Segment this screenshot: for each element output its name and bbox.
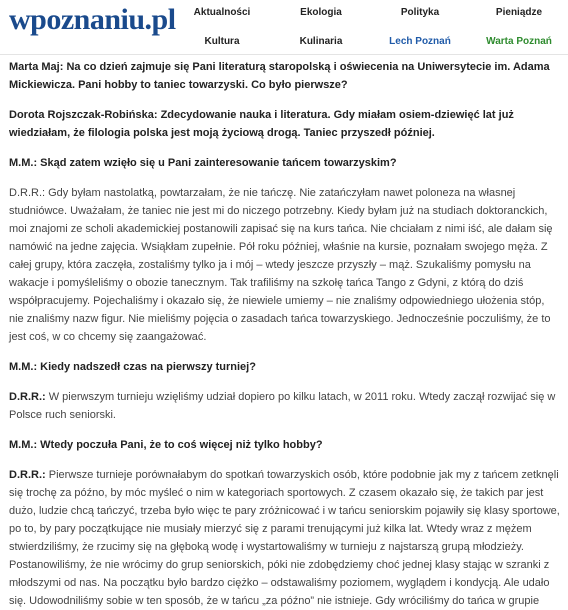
site-header [0, 0, 568, 55]
site-logo[interactable]: wpoznaniu.pl [9, 3, 176, 36]
answer-2 [9, 388, 561, 424]
answer-2-speaker: D.R.R.: [9, 391, 46, 403]
intro-question: Marta Maj: Na co dzień zajmuje się Pani literaturą staropolską i oświecenia na Uniwersytecie im. Adama Mickiewicza. Pani hobby to taniec towarzyski. Co było pierwsze? [9, 61, 550, 91]
article-body [0, 58, 568, 610]
answer-3-text: Pierwsze turnieje porównałabym do spotkań towarzyskich osób, które podobnie jak my z tańcem zetknęli się trochę za późno, by móc myśleć o nim w kategoriach sportowych. Z czasem okazało się, że takich par jest dużo, ludzie chcą tańczyć, trzeba było więc te pary zróżnicować i w tańcu seniorskim pojawiły się klasy sportowe, po to, by pary początkujące nie musiały mierzyć się z parami trenującymi już kilka lat. Wtedy wraz z mężem stwierdziliśmy, że rzucimy się na głęboką wodę i wystartowaliśmy w turnieju z najstarszą grupą młodzieży. Postanowiliśmy, że nie wrócimy do grup seniorskich, póki nie zdobędziemy choć jednej klasy stając w szranki z młodszymi od nas. Na początku było bardzo ciężko – odstawaliśmy poziomem, wyglądem i kondycją. Ale udało się. Udowodniliśmy sobie w ten sposób, że w tańcu „za późno” nie istnieje. Gdy wróciliśmy do tańca w grupie [9, 469, 560, 607]
answer-2-text: W pierwszym turnieju wzięliśmy udział dopiero po kilku latach, w 2011 roku. Wtedy zaczął rozwijać się w Polsce ruch seniorski. [9, 391, 556, 421]
intro-answer: Dorota Rojszczak-Robińska: Zdecydowanie nauka i literatura. Gdy miałam osiem-dziewięć lat już wiedziałam, że filologia polska jest moją życiową drogą. Taniec przyszedł później. [9, 109, 514, 139]
question-1: M.M.: Skąd zatem wzięło się u Pani zainteresowanie tańcem towarzyskim? [9, 157, 397, 169]
answer-1: D.R.R.: Gdy byłam nastolatką, powtarzałam, że nie tańczę. Nie zatańczyłam nawet poloneza na własnej studniówce. Uważałam, że taniec nie jest mi do niczego potrzebny. Kiedy byłam już na studiach doktoranckich, moi znajomi ze scholi akademickiej postanowili zapisać się na kurs tańca. Nie chciałam z nimi iść, ale dałam się namówić na jedne zajęcia. Wsiąkłam zupełnie. Pół roku później, właśnie na kursie, poznałam swojego męża. Z całej grupy, która zaczęła, zostaliśmy tylko ja i mój – wtedy jeszcze przyszły – mąż. Szukaliśmy pomysłu na wakacje i pomyśleliśmy o obozie tanecznym. Tak trafiliśmy na szkołę tańca Tango z Gdyni, z którą do dziś współpracujemy. Pojechaliśmy i okazało się, że niewiele umiemy – nie znaliśmy odpowiedniego ułożenia stóp, nie znaliśmy nazw figur. Nie mieliśmy pojęcia o zasadach tańca towarzyskiego. Jednocześnie poczuliśmy, że to jest coś, w co chcemy się zaangażować. [9, 187, 553, 343]
answer-3 [9, 466, 561, 610]
question-3: M.M.: Wtedy poczuła Pani, że to coś więcej niż tylko hobby? [9, 439, 323, 451]
nav-item-kulinaria[interactable]: Kulinaria [299, 36, 343, 47]
answer-3-speaker: D.R.R.: [9, 469, 46, 481]
nav-item-warta-poznan[interactable]: Warta Poznań [486, 36, 552, 47]
main-nav [176, 0, 568, 54]
nav-item-aktualnosci[interactable]: Aktualności [193, 7, 251, 18]
nav-item-lech-poznan[interactable]: Lech Poznań [389, 36, 451, 47]
nav-item-pieniadze[interactable]: Pieniądze [495, 7, 543, 18]
nav-item-polityka[interactable]: Polityka [400, 7, 440, 18]
question-2: M.M.: Kiedy nadszedł czas na pierwszy turniej? [9, 361, 256, 373]
nav-item-ekologia[interactable]: Ekologia [300, 7, 342, 18]
nav-item-kultura[interactable]: Kultura [204, 36, 240, 47]
